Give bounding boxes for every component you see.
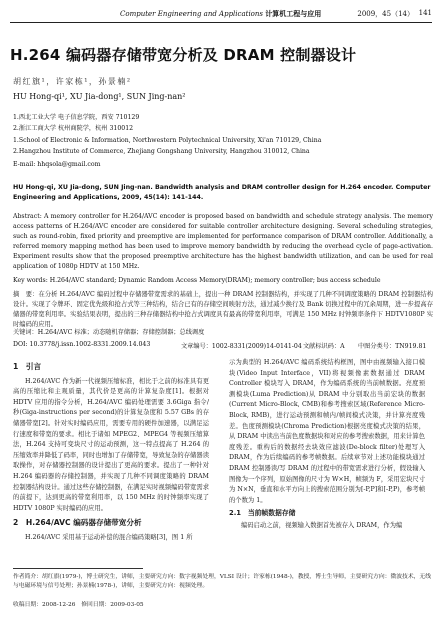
section-heading-intro: 1 引言 — [13, 362, 42, 371]
journal-name-cn: 计算机工程与应用 — [265, 10, 322, 18]
subsection-heading-current-frame: 2.1 当前帧数据存储 — [229, 509, 296, 518]
intro-paragraph: H.264/AVC 作为新一代视频压缩标准，相比于之前的标准具有更高的压缩比和主观质量，其代价是更高的计算复杂度[1]。根据对 HDTV 应用的指令分析，H.264/AVC 编码处理需要 3.6Giga 指令/秒(Giga-instructions per second)的计算复杂度和 5.57 GBs 的存储器带宽[2]。针对实时编码应用，需要专用的硬件加速器，以满足运行速度和带宽的要求。相比于诸如 MPEG2、MPEG4 等视频压缩算法，H.264 支持可变块尺寸的运动预测，这一特点提高了 H.264 的压缩效率并降低了码率，同时也增加了存储带宽，导致复杂的存储器读取操作，对存储器控制器的设计提出了更高的要求。提出了一种针对 H.264 编码器的存储控制器，并实现了几种不同调度策略的 DRAM 控制器结构设计。通过这些存储控制器，在满足实时视频编码带宽需求的前提下，达到更高的带宽利用率，以 150 MHz 的时钟频率实现了 HDTV 1080P 实时编码的应用。 — [13, 377, 209, 512]
body-left-column — [13, 358, 209, 544]
abstract-en: Abstract: A memory controller for H.264/AVC encoder is proposed based on bandwidth and schedule strategy analysis. The memory access patterns of H.264/AVC encoder are considered for suitable controller architecture designing. Several scheduling strategies, such as round-robin, fixed priority and preemptive are implemented for performance comparison of DRAM controller. Additionally, a referred memory mapping method has been used to improve memory bandwidth by reducing the overhead cycle of page-activation. Experiment results show that the proposed preemptive architecture has the highest bandwidth utilization, and can be used for real application of 1080p HDTV at 150 MHz. — [13, 213, 433, 271]
received-dates: 收稿日期：2008-12-26 修回日期：2009-03-05 — [13, 602, 144, 608]
article-number: 文章编号：1002-8331(2009)14-0141-04 — [181, 343, 302, 350]
affiliation-cn-1: 1.西北工业大学 电子信息学院，西安 710129 — [13, 114, 140, 121]
document-code: 文献标识码：A — [303, 343, 345, 350]
body-right-column — [229, 358, 425, 532]
affiliation-en-1: 1.School of Electronic & Information, Northwestern Polytechnical University, Xi'an 710129, China — [13, 137, 322, 144]
author-bio: 作者简介：胡红旗(1979-)，博士研究生，讲师，主要研究方向：数字视频处理，VLSI 设计；许家栋(1948-)，教授，博士生导师，主要研究方向：微波技术，无线与电磁环境与信号处理；孙景楠(1978-)，讲师，主要研究方向：视频处理。 — [13, 574, 432, 589]
section-heading-bandwidth: 2 H.264/AVC 编码器存储带宽分析 — [13, 518, 142, 528]
paper-title: H.264 编码器存储带宽分析及 DRAM 控制器设计 — [10, 46, 357, 64]
architecture-paragraph: 示为典型的 H.264/AVC 编码系统结构框图，图中由视频输入接口模块(Video Input Interface，VII)将视频像素数据通过 DRAM Controller 模块写入 DRAM，作为编码系统的当前帧数据。亮度预测模块(Luma Prediction)从 DRAM 中分别取出当前宏块的数据(Current Micro-Block, CMB)和参考搜索区域(Reference Micro-Block, RMB)，进行运动预测和帧内/帧间模式决策，并计算亮度残差。色度预测模块(Chroma Prediction)根据亮度模式决策的结果，从 DRAM 中读出当前色度数据块和对应的参考搜索数据，用来计算色度残差。重构后的数据经去块效应滤波(De-block filter)处理写入 DRAM，作为后续编码的参考帧数据。后续章节对上述功能模块通过 DRAM 控制器读/写 DRAM 的过程中的带宽需求进行分析，假设输入图像为一个序列，原始图像的尺寸为 W×H，帧频为 F，采用宏块尺寸为 N×N，垂直和水平方向上的搜索范围分别为[-P,P]和[-P,P)，参考帧的个数为 1。 — [229, 359, 425, 504]
current-frame-paragraph: 编码启动之前，视频输入数据首先被存入 DRAM，作为编 — [241, 521, 403, 529]
authors-cn: 胡红旗¹，许家栋¹，孙景楠² — [13, 77, 132, 86]
clc-number: 中图分类号：TN919.81 — [358, 343, 427, 350]
footnote-rule — [13, 568, 143, 569]
abstract-cn: 摘 要：在分析 H.264/AVC 编码过程中存储器带宽需求的基础上，提出一种 DRAM 控制器结构，并实现了几种不同调度策略的 DRAM 控制器结构设计。实现了令牌环、固定优先级和抢占式等三种结构，结合已有的存储空间映射方法，通过减少换行及 Bank 切换过程中的冗余周期，进一步提高存储器的带宽利用率。实验结果表明，提出的三种存储器结构中抢占式调度具有最高的带宽利用率，可满足 150 MHz 时钟频率条件下 HDTV1080P 实时编码的应用。 — [13, 291, 433, 328]
page-number: 141 — [418, 9, 432, 17]
author-email: E-mail: hhqsola@gmail.com — [13, 161, 101, 168]
journal-name — [120, 9, 321, 19]
volume-issue: 2009，45（14） — [357, 10, 414, 18]
keywords-en: Key words: H.264/AVC standard; Dynamic Random Access Memory(DRAM); memory controller; bus access schedule — [13, 277, 381, 284]
citation: HU Hong-qi, XU Jia-dong, SUN Jing-nan. Bandwidth analysis and DRAM controller design for H.264 encoder. Computer Engineering and Applications, 2009, 45(14): 141-144. — [13, 184, 431, 201]
doi: DOI: 10.3778/j.issn.1002-8331.2009.14.043 — [13, 341, 151, 348]
affiliation-cn-2: 2.浙江工商大学 杭州商院学，杭州 310012 — [13, 125, 134, 132]
bandwidth-paragraph: H.264/AVC 采用基于运动补偿的混合编码策略[3]，图 1 所 — [25, 533, 193, 541]
journal-name-en: Computer Engineering and Applications — [120, 10, 263, 18]
running-header — [10, 6, 432, 23]
affiliation-en-2: 2.Hangzhou Institute of Commerce, Zhejiang Gongshang University, Hangzhou 310012, China — [13, 148, 310, 155]
keywords-cn: 关键词：H.264/AVC 标准；动态随机存储器；存储控制器；总线调度 — [13, 329, 205, 336]
authors-en: HU Hong-qi¹, XU Jia-dong¹, SUN Jing-nan² — [13, 92, 186, 101]
